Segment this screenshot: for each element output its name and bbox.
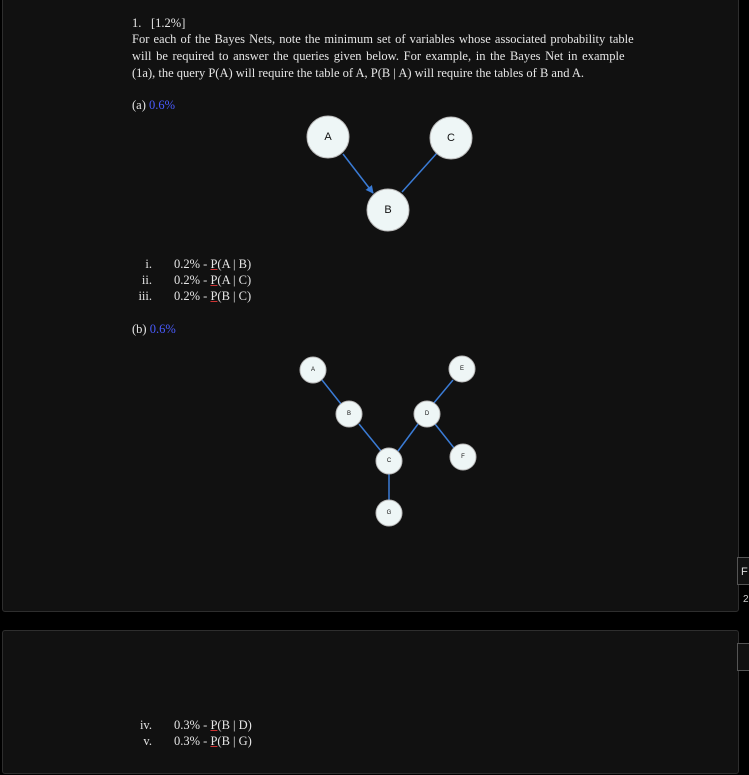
edge-a-b [322, 380, 341, 404]
query-expression: (A | C) [217, 273, 252, 287]
node-e-label: E [459, 366, 465, 372]
edge-a-b [343, 154, 373, 193]
item-number: ii. [141, 273, 152, 287]
query-item [174, 257, 251, 272]
query-expression: (B | C) [217, 289, 252, 303]
query-expression: (B | G) [217, 734, 252, 748]
query-item [174, 289, 251, 304]
query-item [174, 273, 251, 288]
item-number: iv. [139, 718, 152, 732]
part-a-label: (a) [132, 98, 146, 112]
question-description-line: For each of the Bayes Nets, note the minimum set of variables whose associated probability table [132, 32, 634, 46]
edge-d-f [435, 424, 454, 448]
query-prob-symbol: P [210, 273, 218, 287]
node-d-label: D [424, 411, 430, 417]
node-a-label: A [324, 131, 332, 143]
edge-e-d [433, 380, 453, 404]
query-prob-symbol: P [210, 734, 218, 748]
side-tab-label: F [741, 566, 748, 578]
question-description-line: (1a), the query P(A) will require the table of A, P(B | A) will require the tables of B and A. [132, 66, 585, 80]
node-c-label: C [386, 458, 392, 464]
part-b-points: 0.6% [149, 322, 176, 336]
node-e [449, 356, 475, 382]
query-prob-symbol: P [210, 289, 218, 303]
node-c [430, 117, 472, 159]
query-expression: (B | D) [217, 718, 252, 732]
query-item [174, 718, 252, 733]
question-description-line: will be required to answer the queries given below. For example, in the Bayes Net in example [132, 49, 625, 63]
edge-c-b [402, 153, 437, 192]
node-f [450, 444, 476, 470]
node-g [376, 500, 402, 526]
part-a-points: 0.6% [149, 98, 176, 112]
node-d [414, 401, 440, 427]
question-number: 1. [132, 16, 142, 30]
query-weight: 0.2% - [174, 289, 211, 303]
node-a-label: A [310, 367, 316, 373]
edge-d-c [398, 424, 418, 451]
part-b-label: (b) [132, 322, 147, 336]
node-f-label: F [461, 454, 465, 460]
query-weight: 0.3% - [174, 718, 211, 732]
node-g-label: G [386, 510, 392, 516]
query-item [174, 734, 252, 749]
question-points: [1.2%] [151, 16, 186, 30]
node-b-label: B [384, 204, 392, 216]
item-number: iii. [138, 289, 152, 303]
part-b-header [132, 321, 176, 337]
query-weight: 0.3% - [174, 734, 211, 748]
item-number: i. [145, 257, 152, 271]
query-prob-symbol: P [210, 257, 218, 271]
edge-b-c [359, 424, 381, 451]
node-b-label: B [346, 411, 352, 417]
node-a [300, 357, 326, 383]
query-expression: (A | B) [217, 257, 252, 271]
node-b [336, 401, 362, 427]
node-b [367, 189, 409, 231]
node-c-label: C [447, 132, 455, 144]
node-c [376, 448, 402, 474]
node-a [307, 116, 349, 158]
query-weight: 0.2% - [174, 257, 211, 271]
side-page-number: 2 [743, 594, 749, 605]
query-prob-symbol: P [210, 718, 218, 732]
query-weight: 0.2% - [174, 273, 211, 287]
item-number: v. [143, 734, 152, 748]
